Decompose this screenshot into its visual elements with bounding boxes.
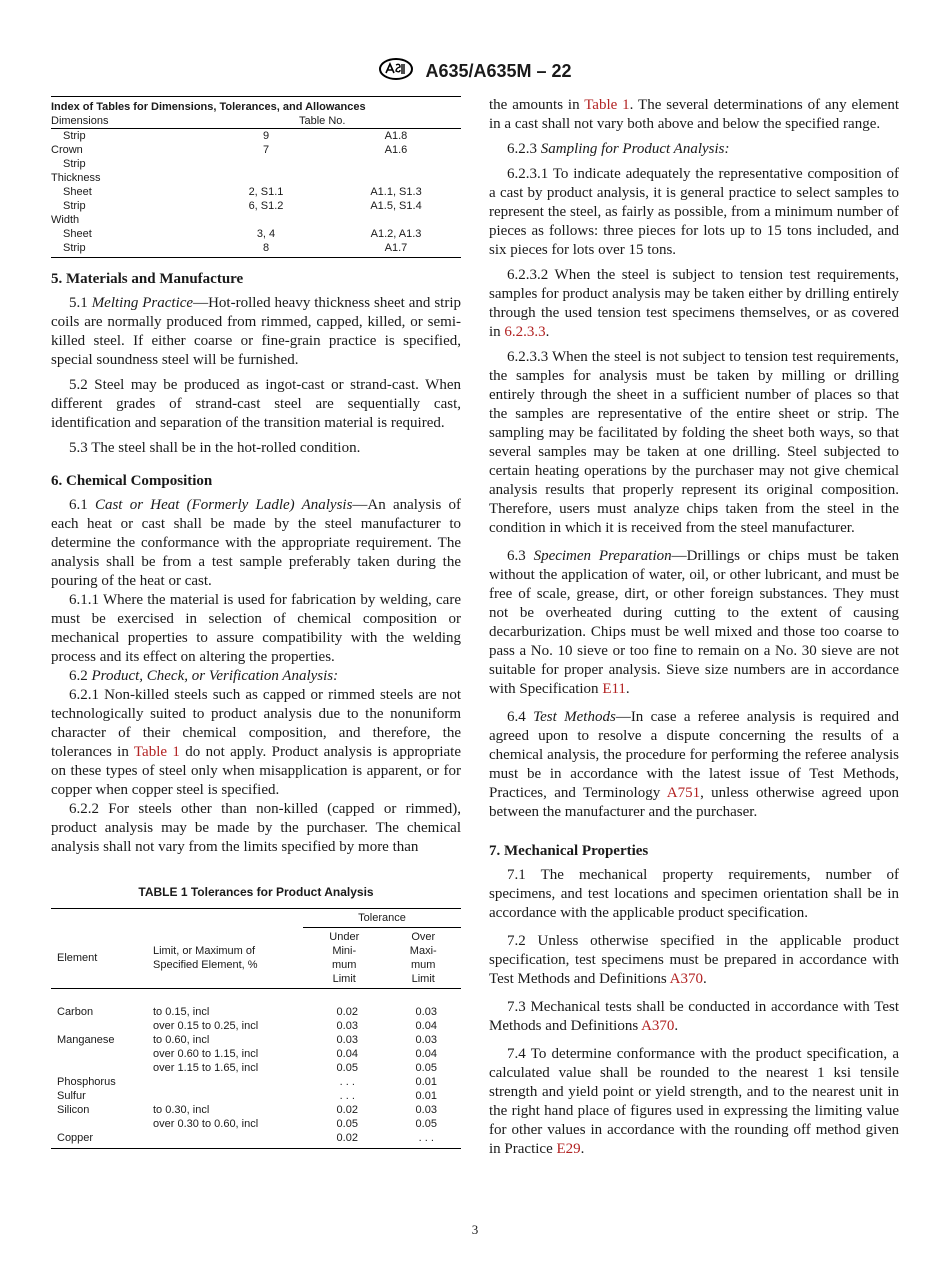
paragraph-6-2-3: 6.2.3 Sampling for Product Analysis: — [507, 141, 730, 157]
index-col-dimensions: Dimensions — [51, 114, 201, 129]
table-row: Strip — [63, 158, 86, 170]
index-table-caption: Index of Tables for Dimensions, Tolerances, and Allowances — [51, 96, 461, 114]
tolerance-header: Tolerance — [303, 909, 461, 928]
table-row: over 0.60 to 1.15, incl 0.04 0.04 — [153, 1048, 437, 1060]
table-row: Width — [51, 214, 80, 226]
paragraph-6-4: 6.4 Test Methods—In case a referee analysis is required and agreed upon to resolve a dispute concerning the results of a chemical analysis, the procedure for performing the referee analysis must be in accordance with the latest issue of Test Methods, Practices, and Terminology A751, unless otherwise agreed upon between the manufacturer and the purchaser. — [489, 709, 900, 820]
astm-logo-icon — [378, 58, 414, 85]
col-over-maximum: Over Maxi- mum Limit — [386, 928, 462, 989]
e29-link[interactable]: E29 — [556, 1141, 581, 1157]
document-title: A635/A635M – 22 — [425, 61, 572, 81]
col-limit: Limit, or Maximum of Specified Element, % — [147, 928, 303, 989]
paragraph-6-2-3-2: 6.2.3.2 When the steel is subject to tension test requirements, samples for product analysis may be taken either by drilling entirely through the used tension test specimens themselves, or as covered in 6.2.3.3. — [489, 267, 899, 340]
index-table — [51, 114, 461, 258]
table-row: Silicon to 0.30, incl 0.02 0.03 — [57, 1104, 437, 1116]
paragraph-6-2: 6.2 Product, Check, or Verification Analysis: — [69, 668, 339, 684]
paragraph-6-3: 6.3 Specimen Preparation—Drillings or chips must be taken without the application of water, oil, or other lubricant, and must be free of scale, grease, dirt, or other foreign substances. They must not be overheated during cutting to the extent of causing decarburization. Chips must be well mixed and those too coarse to pass a No. 10 sieve or too fine to remain on a No. 30 sieve are not suitable for proper analysis. Sieve size numbers are in accordance with Specification E11. — [489, 548, 899, 697]
page-number: 3 — [471, 1222, 479, 1237]
table-row: Strip 9 A1.8 — [63, 130, 408, 142]
table-1-caption: TABLE 1 Tolerances for Product Analysis — [138, 885, 374, 899]
table-1 — [51, 908, 461, 1149]
table-row: Thickness — [51, 172, 101, 184]
a370-link[interactable]: A370 — [669, 971, 703, 987]
paragraph-6-2-2: 6.2.2 For steels other than non-killed (capped or rimmed), product analysis may be made by the purchaser. The chemical analysis shall not vary from the limits specified by more than — [51, 801, 461, 855]
paragraph-7-2: 7.2 Unless otherwise specified in the applicable product specification, test specimens must be prepared in accordance with Test Methods and Definitions A370. — [489, 933, 899, 987]
paragraph-6-2-3-1: 6.2.3.1 To indicate adequately the representative composition of a cast by product analysis, it is general practice to select samples to represent the steel, as fairly as possible, from a minimum number of pieces as follows: three pieces for lots up to 15 tons included, and six pieces for lots over 15 tons. — [489, 166, 899, 258]
col-under-minimum: Under Mini- mum Limit — [303, 928, 386, 989]
table-row: Phosphorus . . . 0.01 — [57, 1076, 437, 1088]
right-column — [489, 96, 899, 1159]
table-row: Sheet 2, S1.1 A1.1, S1.3 — [63, 186, 422, 198]
paragraph-5-1: 5.1 Melting Practice—Hot-rolled heavy thickness sheet and strip coils are normally produced from rimmed, capped, killed, or semi-killed steel. If either coarse or fine-grain practice is specified, special soundness steel will be furnished. — [51, 295, 462, 368]
table-1-link[interactable]: Table 1 — [584, 97, 630, 113]
table-row: Sulfur . . . 0.01 — [57, 1090, 437, 1102]
paragraph-5-3: 5.3 The steel shall be in the hot-rolled condition. — [69, 440, 361, 456]
table-row: Manganese to 0.60, incl 0.03 0.03 — [57, 1034, 437, 1046]
paragraph-5-2: 5.2 Steel may be produced as ingot-cast or strand-cast. When different grades of strand-cast steel are sequentially cast, identification and separation of the transition material is required. — [51, 377, 461, 431]
paragraph-6-1: 6.1 Cast or Heat (Formerly Ladle) Analysis—An analysis of each heat or cast shall be made by the steel manufacturer to determine the conformance with the appropriate requirement. The analysis shall be from a test sample preferably taken during the pouring of the heat or cast. — [51, 497, 462, 589]
a370-link[interactable]: A370 — [641, 1018, 675, 1034]
table-row: Strip 6, S1.2 A1.5, S1.4 — [63, 200, 422, 212]
paragraph-6-1-1: 6.1.1 Where the material is used for fabrication by welding, care must be exercised in selection of chemical composition or mechanical properties to assure compatibility with the welding process and its effect on altering the properties. — [51, 592, 461, 665]
e11-link[interactable]: E11 — [602, 681, 626, 697]
a751-link[interactable]: A751 — [666, 785, 701, 801]
table-row: Strip 8 A1.7 — [51, 241, 461, 258]
table-row: over 0.15 to 0.25, incl 0.03 0.04 — [153, 1020, 437, 1032]
paragraph-6-2-3-3: 6.2.3.3 When the steel is not subject to tension test requirements, the samples for analysis must be taken by milling or drilling entirely through the sheet in a sufficient number of places so that the samples are representative of the entire sheet or strip. The sampling may be facilitated by folding the sheet both ways, so that several samples may be taken at one drilling. Steel subjected to certain heating operations by the purchaser may not give chemical analysis results that properly represent its original composition. Therefore, users must analyze chips taken from the steel in the condition in which it is received from the steel manufacturer. — [489, 349, 899, 536]
paragraph-6-2-2-continued: the amounts in Table 1. The several determinations of any element in a cast shall not vary both above and below the specified range. — [489, 97, 899, 132]
left-column — [51, 96, 461, 1149]
table-row: Carbon to 0.15, incl 0.02 0.03 — [57, 1006, 437, 1018]
paragraph-7-1: 7.1 The mechanical property requirements, number of specimens, and test locations and specimen orientation shall be in accordance with the applicable product specification. — [489, 867, 899, 921]
section-6-2-3-3-link[interactable]: 6.2.3.3 — [504, 324, 546, 340]
index-col-table-no: Table No. — [201, 114, 461, 129]
table-row: over 0.30 to 0.60, incl 0.05 0.05 — [153, 1118, 437, 1130]
paragraph-7-4: 7.4 To determine conformance with the product specification, a calculated value shall be rounded to the nearest 1 ksi tensile strength and yield point or yield strength, and to the nearest unit in the right hand place of figures used in expressing the limiting value for other values in accordance with the rounding off method given in Practice E29. — [489, 1046, 899, 1157]
table-1-link[interactable]: Table 1 — [133, 744, 180, 760]
table-row: over 1.15 to 1.65, incl 0.05 0.05 — [153, 1062, 437, 1074]
section-6-heading: 6. Chemical Composition — [51, 473, 213, 489]
paragraph-6-2-1: 6.2.1 Non-killed steels such as capped or rimmed steels are not technologically suited to product analysis due to the nonuniform character of their chemical composition, and therefore, the tolerances in Table 1 do not apply. Product analysis is appropriate on these types of steel only when misapplication is apparent, or for copper when copper steel is specified. — [51, 687, 461, 798]
paragraph-7-3: 7.3 Mechanical tests shall be conducted in accordance with Test Methods and Definitions A370. — [489, 999, 899, 1034]
section-5-heading: 5. Materials and Manufacture — [51, 271, 244, 287]
col-element: Element — [51, 928, 147, 989]
page-header — [0, 58, 950, 85]
table-row: Copper 0.02 . . . — [57, 1132, 434, 1144]
table-row: Sheet 3, 4 A1.2, A1.3 — [63, 228, 422, 240]
table-row: Crown 7 A1.6 — [51, 144, 408, 156]
section-7-heading: 7. Mechanical Properties — [489, 843, 649, 859]
